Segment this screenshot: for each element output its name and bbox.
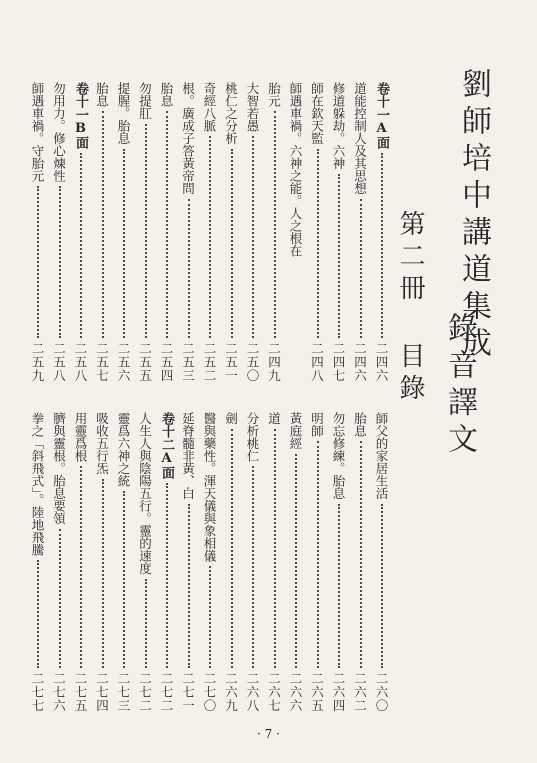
dot-leader (58, 186, 61, 338)
toc-entry (350, 82, 371, 382)
toc-entry-page: 二六〇 (374, 671, 389, 712)
toc-entry (178, 82, 199, 382)
toc-entry-page: 二五一 (223, 341, 239, 382)
toc-entry-label: 師遇車禍。守胎元 (30, 82, 45, 182)
dot-leader (251, 136, 254, 338)
toc-entry (27, 82, 48, 382)
toc-entry-label: 師遇車禍。六神之能。人之根在 (288, 82, 303, 257)
toc-entry (178, 412, 199, 712)
dot-leader (36, 560, 39, 668)
toc-entry-page: 二五四 (159, 341, 174, 382)
toc-entry (113, 412, 134, 712)
toc-entry (221, 412, 242, 712)
dot-leader (144, 124, 147, 338)
toc-entry (70, 412, 91, 712)
toc-entry-label: 卷十二A面 (159, 412, 174, 479)
toc-top-section (30, 82, 392, 382)
toc-entry-page: 二五七 (94, 341, 110, 382)
toc-entry-page: 二六四 (331, 671, 346, 712)
dot-leader (359, 199, 362, 338)
toc-entry-page: 二五八 (73, 341, 88, 382)
toc-entry-label: 胎息 (94, 82, 110, 107)
toc-entry-label: 師在欽天監 (309, 82, 325, 145)
toc-entry-page: 二五五 (137, 341, 153, 382)
dot-leader (359, 441, 362, 668)
toc-entry-label: 用靈爲根 (73, 412, 88, 462)
toc-entry-page: 二五九 (30, 341, 45, 382)
toc-entry (221, 82, 242, 382)
toc-entry (113, 82, 134, 382)
dot-leader (230, 429, 233, 668)
toc-entry-label: 根。廣成子答黃帝問 (180, 82, 196, 195)
dot-leader (122, 149, 125, 338)
toc-entry-page: 二六九 (223, 671, 239, 712)
toc-entry-page: 二七五 (73, 671, 88, 712)
toc-entry-page: 二五六 (116, 341, 131, 382)
toc-entry-page: 二四六 (352, 341, 368, 382)
dot-leader (294, 454, 297, 668)
toc-entry-page: 二七四 (94, 671, 110, 712)
toc-entry-page: 二四六 (374, 341, 389, 382)
dot-leader (230, 149, 233, 338)
toc-entry-label: 修道躲劫。六神 (331, 82, 346, 170)
toc-top-list (30, 82, 392, 382)
toc-entry (242, 412, 263, 712)
dot-leader (273, 111, 276, 338)
toc-entry (371, 82, 392, 382)
toc-entry (199, 82, 220, 382)
dot-leader (144, 579, 147, 668)
toc-entry-label: 劍 (223, 412, 239, 425)
dot-leader (79, 153, 82, 338)
toc-entry (135, 412, 156, 712)
toc-entry-label: 奇經八脈 (202, 82, 217, 132)
toc-entry (242, 82, 263, 382)
toc-entry-page: 二五二 (202, 341, 217, 382)
toc-entry-label: 勿提肛 (137, 82, 153, 120)
toc-entry (135, 82, 156, 382)
toc-entry-label: 道能控制人及其思想 (352, 82, 368, 195)
dot-leader (122, 491, 125, 668)
toc-entry-page: 二六八 (245, 671, 260, 712)
volume-title: 第二冊 目錄 (395, 210, 425, 406)
dot-leader (316, 441, 319, 668)
toc-entry-label: 卷十一A面 (374, 82, 389, 149)
dot-leader (380, 504, 383, 668)
toc-entry (328, 412, 349, 712)
book-subtitle: 錄音譯文 (442, 312, 477, 460)
toc-entry (264, 412, 285, 712)
dot-leader (187, 199, 190, 338)
toc-entry (92, 412, 113, 712)
toc-entry-label: 延脊髓非黃、白 (180, 412, 196, 500)
toc-entry-label: 靈爲六神之統 (116, 412, 131, 487)
toc-entry-label: 勿忘修練。胎息 (331, 412, 346, 500)
toc-entry-page: 二四八 (309, 341, 325, 382)
toc-bottom-list (30, 412, 392, 712)
toc-bottom-section (30, 412, 392, 712)
dot-leader (101, 479, 104, 668)
toc-entry-page: 二六五 (309, 671, 325, 712)
dot-leader (187, 504, 190, 668)
toc-entry-label: 臍與靈根。胎息要領 (51, 412, 67, 525)
dot-leader (58, 529, 61, 668)
dot-leader (208, 136, 211, 338)
toc-entry-page: 二七二 (159, 671, 174, 712)
dot-leader (165, 111, 168, 338)
toc-entry (264, 82, 285, 382)
toc-entry-page: 二六二 (352, 671, 368, 712)
toc-entry (307, 82, 328, 382)
toc-entry (156, 412, 177, 712)
toc-entry-label: 提腥。胎息 (116, 82, 131, 145)
toc-entry-page: 二七六 (51, 671, 67, 712)
toc-entry-label: 大智若愚 (245, 82, 260, 132)
toc-entry-label: 勿用力。修心煉性 (51, 82, 67, 182)
toc-entry-label: 胎息 (352, 412, 368, 437)
toc-entry-label: 吸收五行炁 (94, 412, 110, 475)
dot-leader (273, 429, 276, 668)
toc-entry-label: 明師 (309, 412, 325, 437)
toc-entry-page: 二六六 (288, 671, 303, 712)
dot-leader (380, 153, 383, 338)
toc-entry (199, 412, 220, 712)
toc-entry-label: 桃仁之分析 (223, 82, 239, 145)
toc-entry-page: 二七三 (116, 671, 131, 712)
toc-entry (307, 412, 328, 712)
toc-entry-page: 二七七 (30, 671, 45, 712)
dot-leader (316, 149, 319, 338)
dot-leader (337, 504, 340, 668)
toc-entry-label: 醫與藥性。渾天儀與象相儀 (202, 412, 217, 562)
toc-entry-label: 卷十一B面 (73, 82, 88, 149)
toc-entry (49, 82, 70, 382)
toc-entry-page: 二六七 (266, 671, 282, 712)
toc-entry-label: 道 (266, 412, 282, 425)
toc-entry (350, 412, 371, 712)
dot-leader (337, 174, 340, 338)
toc-entry-page: 二五三 (180, 341, 196, 382)
page-number: · 7 · (257, 727, 280, 741)
dot-leader (101, 111, 104, 338)
toc-entry-page: 二四七 (331, 341, 346, 382)
toc-entry (285, 412, 306, 712)
toc-entry (328, 82, 349, 382)
toc-entry (92, 82, 113, 382)
toc-entry-page: 二七二 (137, 671, 153, 712)
toc-entry (70, 82, 91, 382)
dot-leader (165, 483, 168, 668)
toc-entry-label: 分析桃仁 (245, 412, 260, 462)
toc-entry (371, 412, 392, 712)
toc-entry-page: 二七〇 (202, 671, 217, 712)
toc-entry (49, 412, 70, 712)
dot-leader (251, 466, 254, 668)
toc-entry-page: 二四九 (266, 341, 282, 382)
toc-entry-label: 胎息 (159, 82, 174, 107)
dot-leader (79, 466, 82, 668)
toc-entry-page: 二七一 (180, 671, 196, 712)
dot-leader (208, 566, 211, 668)
toc-entry-label: 胎元 (266, 82, 282, 107)
dot-leader (36, 186, 39, 338)
toc-entry-label: 黃庭經 (288, 412, 303, 450)
toc-entry (156, 82, 177, 382)
toc-entry-label: 人生人與陰陽五行。靈的速度 (137, 412, 153, 575)
toc-entry (285, 82, 306, 382)
toc-entry-label: 拳之「斜飛式」。陸地飛騰 (30, 412, 45, 556)
toc-entry-page: 二五〇 (245, 341, 260, 382)
toc-entry-page: 二五八 (51, 341, 67, 382)
toc-entry-label: 師父的家居生活 (374, 412, 389, 500)
book-title: 劉師培中講道集成 (456, 68, 491, 364)
toc-entry (27, 412, 48, 712)
